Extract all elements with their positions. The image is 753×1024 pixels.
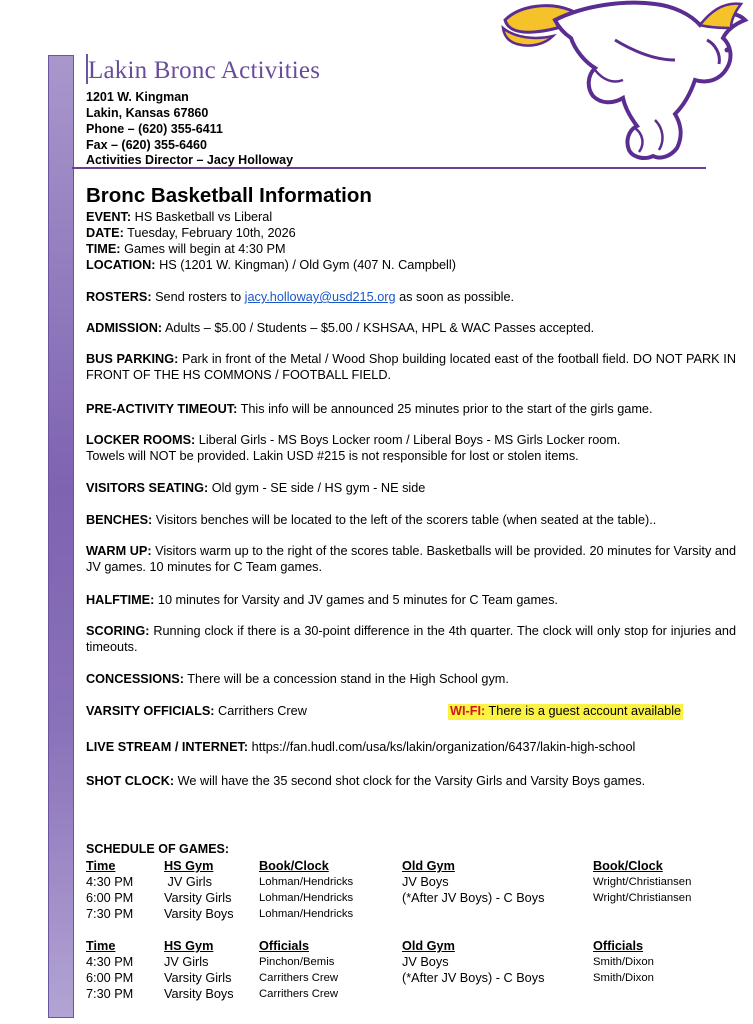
t2-time-col: Time 4:30 PM 6:00 PM 7:30 PM [86,939,134,1001]
bus-parking-para: BUS PARKING: Park in front of the Metal / Wood Shop building located east of the football field. DO NOT PARK IN FRONT OF THE HS COMMONS / FOOTBALL FIELD. [86,352,736,382]
locker-line2: Towels will NOT be provided. Lakin USD #215 is not responsible for lost or stolen items. [86,449,579,463]
org-title: Lakin Bronc Activities [88,57,321,84]
t2-officials2-col: Officials Smith/Dixon Smith/Dixon [593,939,654,984]
wifi-highlight: WI-FI: There is a guest account available [450,704,682,718]
rosters-email-link[interactable]: jacy.holloway@usd215.org [244,290,396,304]
concessions-line: CONCESSIONS: There will be a concession stand in the High School gym. [86,672,509,686]
shotclock-line: SHOT CLOCK: We will have the 35 second shot clock for the Varsity Girls and Varsity Boys games. [86,774,646,788]
stream-line: LIVE STREAM / INTERNET: https://fan.hudl.com/usa/ks/lakin/organization/6437/lakin-high-school [86,740,636,754]
schedule-title: SCHEDULE OF GAMES: [86,842,230,856]
director: Activities Director – Jacy Holloway [86,153,294,167]
event-line: EVENT: HS Basketball vs Liberal [86,210,273,224]
location-line: LOCATION: HS (1201 W. Kingman) / Old Gym (407 N. Campbell) [86,258,456,272]
sidebar-decoration [48,55,74,1018]
time-line: TIME: Games will begin at 4:30 PM [86,242,286,256]
rosters-line: ROSTERS: Send rosters to jacy.holloway@usd215.org as soon as possible. [86,290,515,304]
t2-oldgym-col: Old Gym JV Boys (*After JV Boys) - C Boys [402,939,545,985]
t1-hsgym-col: HS Gym JV Girls Varsity Girls Varsity Boys [164,859,234,921]
date-line: DATE: Tuesday, February 10th, 2026 [86,226,296,240]
scoring-para: SCORING: Running clock if there is a 30-point difference in the 4th quarter. The clock will only stop for injuries and timeouts. [86,624,736,654]
warmup-para: WARM UP: Visitors warm up to the right of the scores table. Basketballs will be provided. 20 minutes for Varsity and JV games. 10 minutes for C Team games. [86,544,736,574]
seating-line: VISITORS SEATING: Old gym - SE side / HS gym - NE side [86,481,426,495]
t1-book2-col: Book/Clock Wright/Christiansen Wright/Christiansen [593,859,692,904]
officials-line: VARSITY OFFICIALS: Carrithers Crew [86,704,307,718]
address-line2: Lakin, Kansas 67860 [86,106,209,120]
address-line1: 1201 W. Kingman [86,90,189,104]
t2-officials-col: Officials Pinchon/Bemis Carrithers Crew Carrithers Crew [259,939,339,1000]
t2-hsgym-col: HS Gym JV Girls Varsity Girls Varsity Boys [164,939,234,1001]
locker-line: LOCKER ROOMS: Liberal Girls - MS Boys Locker room / Liberal Boys - MS Girls Locker room. [86,433,621,447]
t1-book-col: Book/Clock Lohman/Hendricks Lohman/Hendricks Lohman/Hendricks [259,859,354,920]
timeout-line: PRE-ACTIVITY TIMEOUT: This info will be announced 25 minutes prior to the start of the girls game. [86,402,653,416]
page-title: Bronc Basketball Information [86,184,372,207]
t1-oldgym-col: Old Gym JV Boys (*After JV Boys) - C Boys [402,859,545,905]
admission-line: ADMISSION: Adults – $5.00 / Students – $5.00 / KSHSAA, HPL & WAC Passes accepted. [86,321,595,335]
benches-line: BENCHES: Visitors benches will be located to the left of the scorers table (when seated at the table).. [86,513,657,527]
fax: Fax – (620) 355-6460 [86,138,207,152]
halftime-line: HALFTIME: 10 minutes for Varsity and JV games and 5 minutes for C Team games. [86,593,558,607]
header-divider [72,167,706,169]
t1-time-col: Time 4:30 PM 6:00 PM 7:30 PM [86,859,134,921]
phone: Phone – (620) 355-6411 [86,122,223,136]
bronco-horse-logo-icon [495,0,753,165]
